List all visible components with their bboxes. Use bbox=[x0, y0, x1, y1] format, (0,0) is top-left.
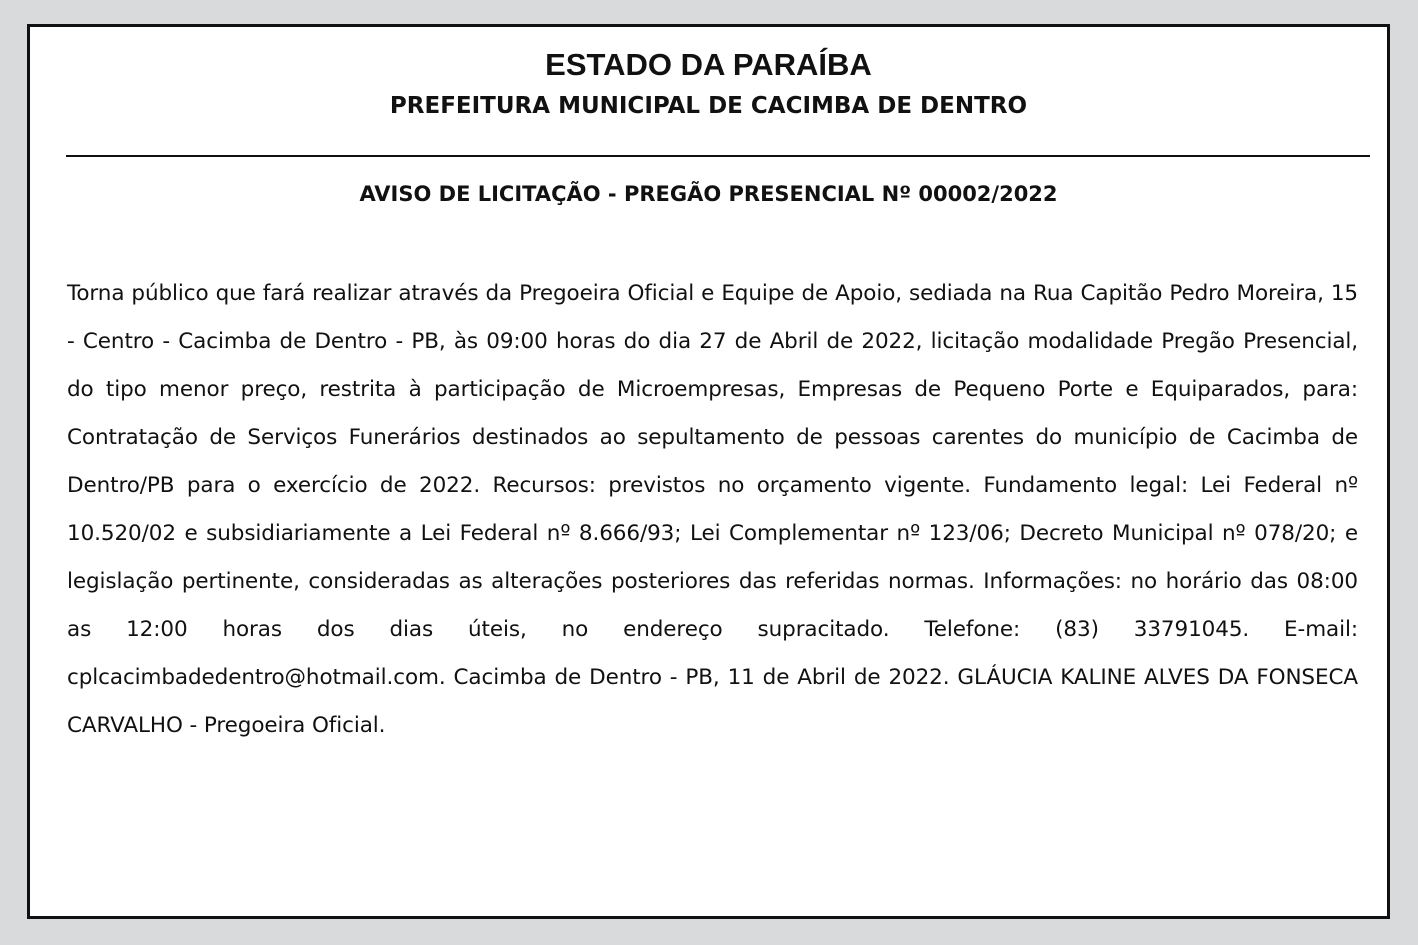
notice-box bbox=[27, 24, 1390, 919]
notice-body: Torna público que fará realizar através da Pregoeira Oficial e Equipe de Apoio, sediada na Rua Capitão Pedro Moreira, 15 - Centro - Cacimba de Dentro - PB, às 09:00 horas do dia 27 de Abril de 2022, licitação modalidade Pregão Presencial, do tipo menor preço, restrita à participação de Microempresas, Empresas de Pequeno Porte e Equiparados, para: Contratação de Serviços Funerários destinados ao sepultamento de pessoas carentes do município de Cacimba de Dentro/PB para o exercício de 2022. Recursos: previstos no orçamento vigente. Fundamento legal: Lei Federal nº 10.520/02 e subsidiariamente a Lei Federal nº 8.666/93; Lei Complementar nº 123/06; Decreto Municipal nº 078/20; e legislação pertinente, consideradas as alterações posteriores das referidas normas. Informações: no horário das 08:00 as 12:00 horas dos dias úteis, no endereço supracitado. Telefone: (83) 33791045. E-mail: cplcacimbadedentro@hotmail.com. Cacimba de Dentro - PB, 11 de Abril de 2022. GLÁUCIA KALINE ALVES DA FONSECA CARVALHO - Pregoeira Oficial. bbox=[67, 281, 1358, 738]
notice-heading: AVISO DE LICITAÇÃO - PREGÃO PRESENCIAL Nº 00002/2022 bbox=[359, 182, 1058, 206]
state-title: ESTADO DA PARAÍBA bbox=[545, 47, 872, 82]
city-hall-title: PREFEITURA MUNICIPAL DE CACIMBA DE DENTRO bbox=[389, 93, 1028, 119]
header-divider bbox=[66, 155, 1370, 157]
